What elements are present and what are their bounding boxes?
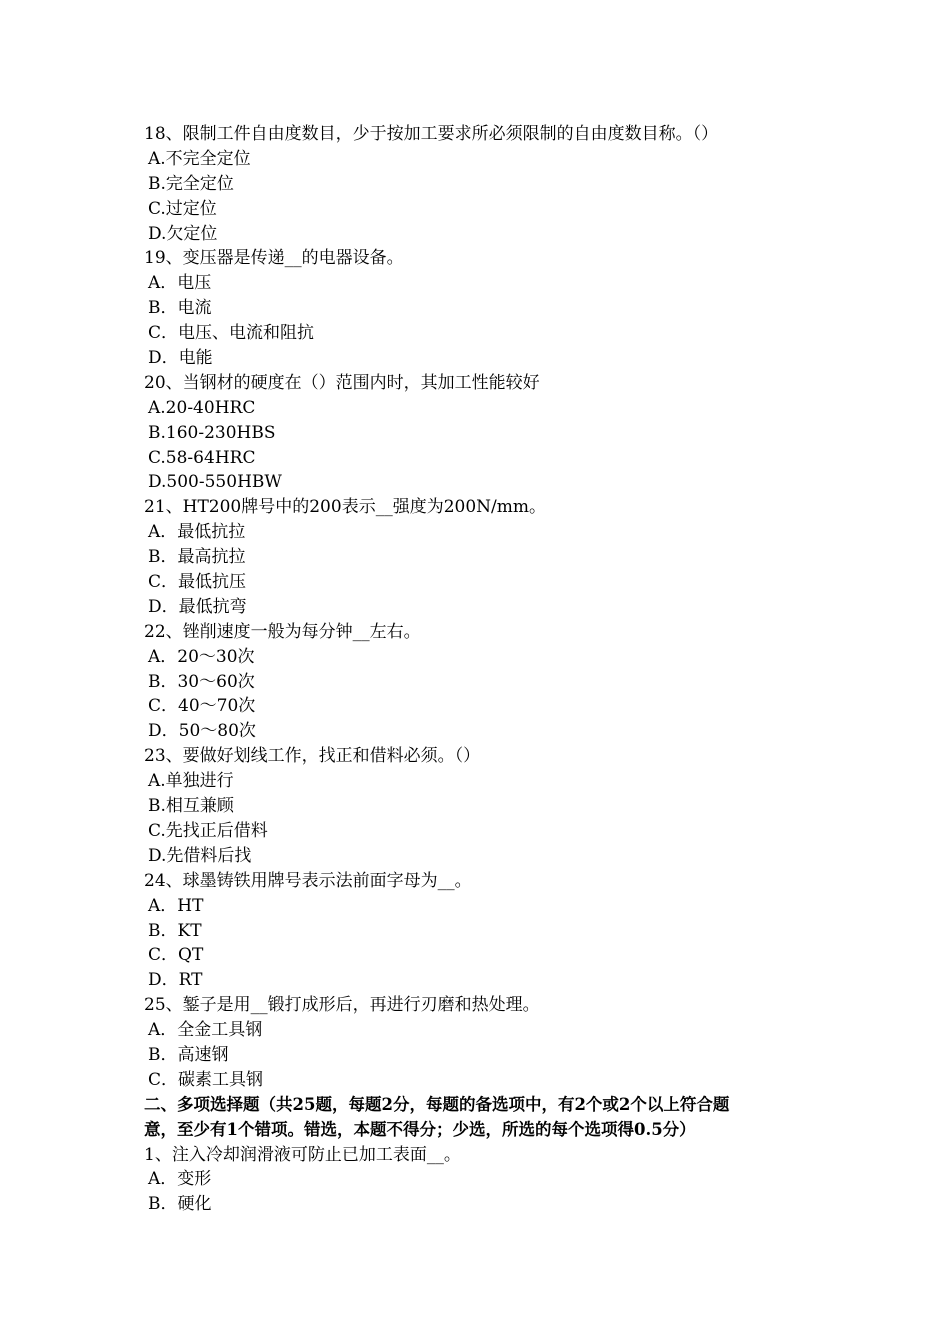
question-21-option-b: B．最高抗拉: [148, 547, 246, 568]
section-two-heading-line-1: 二、多项选择题（共25题，每题2分，每题的备选项中，有2个或2个以上符合题: [144, 1094, 730, 1114]
question-19-stem: 19、变压器是传递__的电器设备。: [144, 248, 404, 269]
question-25-stem: 25、錾子是用__锻打成形后，再进行刃磨和热处理。: [144, 995, 540, 1016]
question-25-option-b: B．高速钢: [148, 1044, 229, 1065]
question-24-option-b: B．KT: [148, 920, 202, 941]
question-21-option-d: D．最低抗弯: [148, 596, 247, 617]
question-23-option-d: D.先借料后找: [148, 845, 252, 866]
question-23-stem: 23、要做好划线工作，找正和借料必须。（）: [144, 746, 481, 767]
question-18-option-a: A.不完全定位: [148, 148, 251, 169]
question-22-option-d: D．50～80次: [148, 721, 256, 742]
question-23-option-a: A.单独进行: [148, 771, 234, 792]
question-22-option-b: B．30～60次: [148, 671, 255, 692]
question-19-option-a: A．电压: [148, 273, 212, 294]
question-22-stem: 22、锉削速度一般为每分钟__左右。: [144, 621, 421, 642]
question-20-option-a: A.20-40HRC: [148, 397, 256, 418]
question-23-option-b: B.相互兼顾: [148, 796, 234, 817]
question-18-stem: 18、限制工件自由度数目，少于按加工要求所必须限制的自由度数目称。（）: [144, 124, 719, 144]
question-24-option-d: D．RT: [148, 970, 203, 991]
question-22-option-a: A．20～30次: [148, 646, 255, 667]
question-20-option-c: C.58-64HRC: [148, 447, 256, 468]
question-21-option-c: C．最低抗压: [148, 572, 247, 593]
question-25-option-c: C．碳素工具钢: [148, 1069, 264, 1090]
multi-question-1-stem: 1、注入冷却润滑液可防止已加工表面__。: [144, 1144, 461, 1165]
question-19-option-c: C．电压、电流和阻抗: [148, 323, 315, 344]
question-18-option-d: D.欠定位: [148, 223, 218, 244]
question-24-stem: 24、球墨铸铁用牌号表示法前面字母为__。: [144, 870, 472, 891]
question-20-stem: 20、当钢材的硬度在（）范围内时，其加工性能较好: [144, 372, 540, 393]
question-20-option-d: D.500-550HBW: [148, 472, 282, 493]
question-22-option-c: C．40～70次: [148, 696, 256, 717]
multi-question-1-option-a: A．变形: [148, 1169, 212, 1190]
question-24-option-a: A．HT: [148, 895, 204, 916]
question-24-option-c: C．QT: [148, 945, 204, 966]
question-25-option-a: A．全金工具钢: [148, 1020, 263, 1041]
multi-question-1-option-b: B．硬化: [148, 1194, 212, 1215]
question-19-option-b: B．电流: [148, 298, 212, 319]
question-20-option-b: B.160-230HBS: [148, 422, 276, 443]
question-19-option-d: D．电能: [148, 348, 213, 369]
question-21-option-a: A．最低抗拉: [148, 522, 246, 543]
question-18-option-b: B.完全定位: [148, 173, 234, 194]
document-content: [144, 122, 814, 1217]
question-18-option-c: C.过定位: [148, 198, 217, 219]
question-21-stem: 21、HT200牌号中的200表示__强度为200N/mm。: [144, 497, 546, 518]
section-two-heading-line-2: 意，至少有1个错项。错选，本题不得分；少选，所选的每个选项得0.5分）: [144, 1119, 696, 1139]
question-23-option-c: C.先找正后借料: [148, 820, 268, 841]
